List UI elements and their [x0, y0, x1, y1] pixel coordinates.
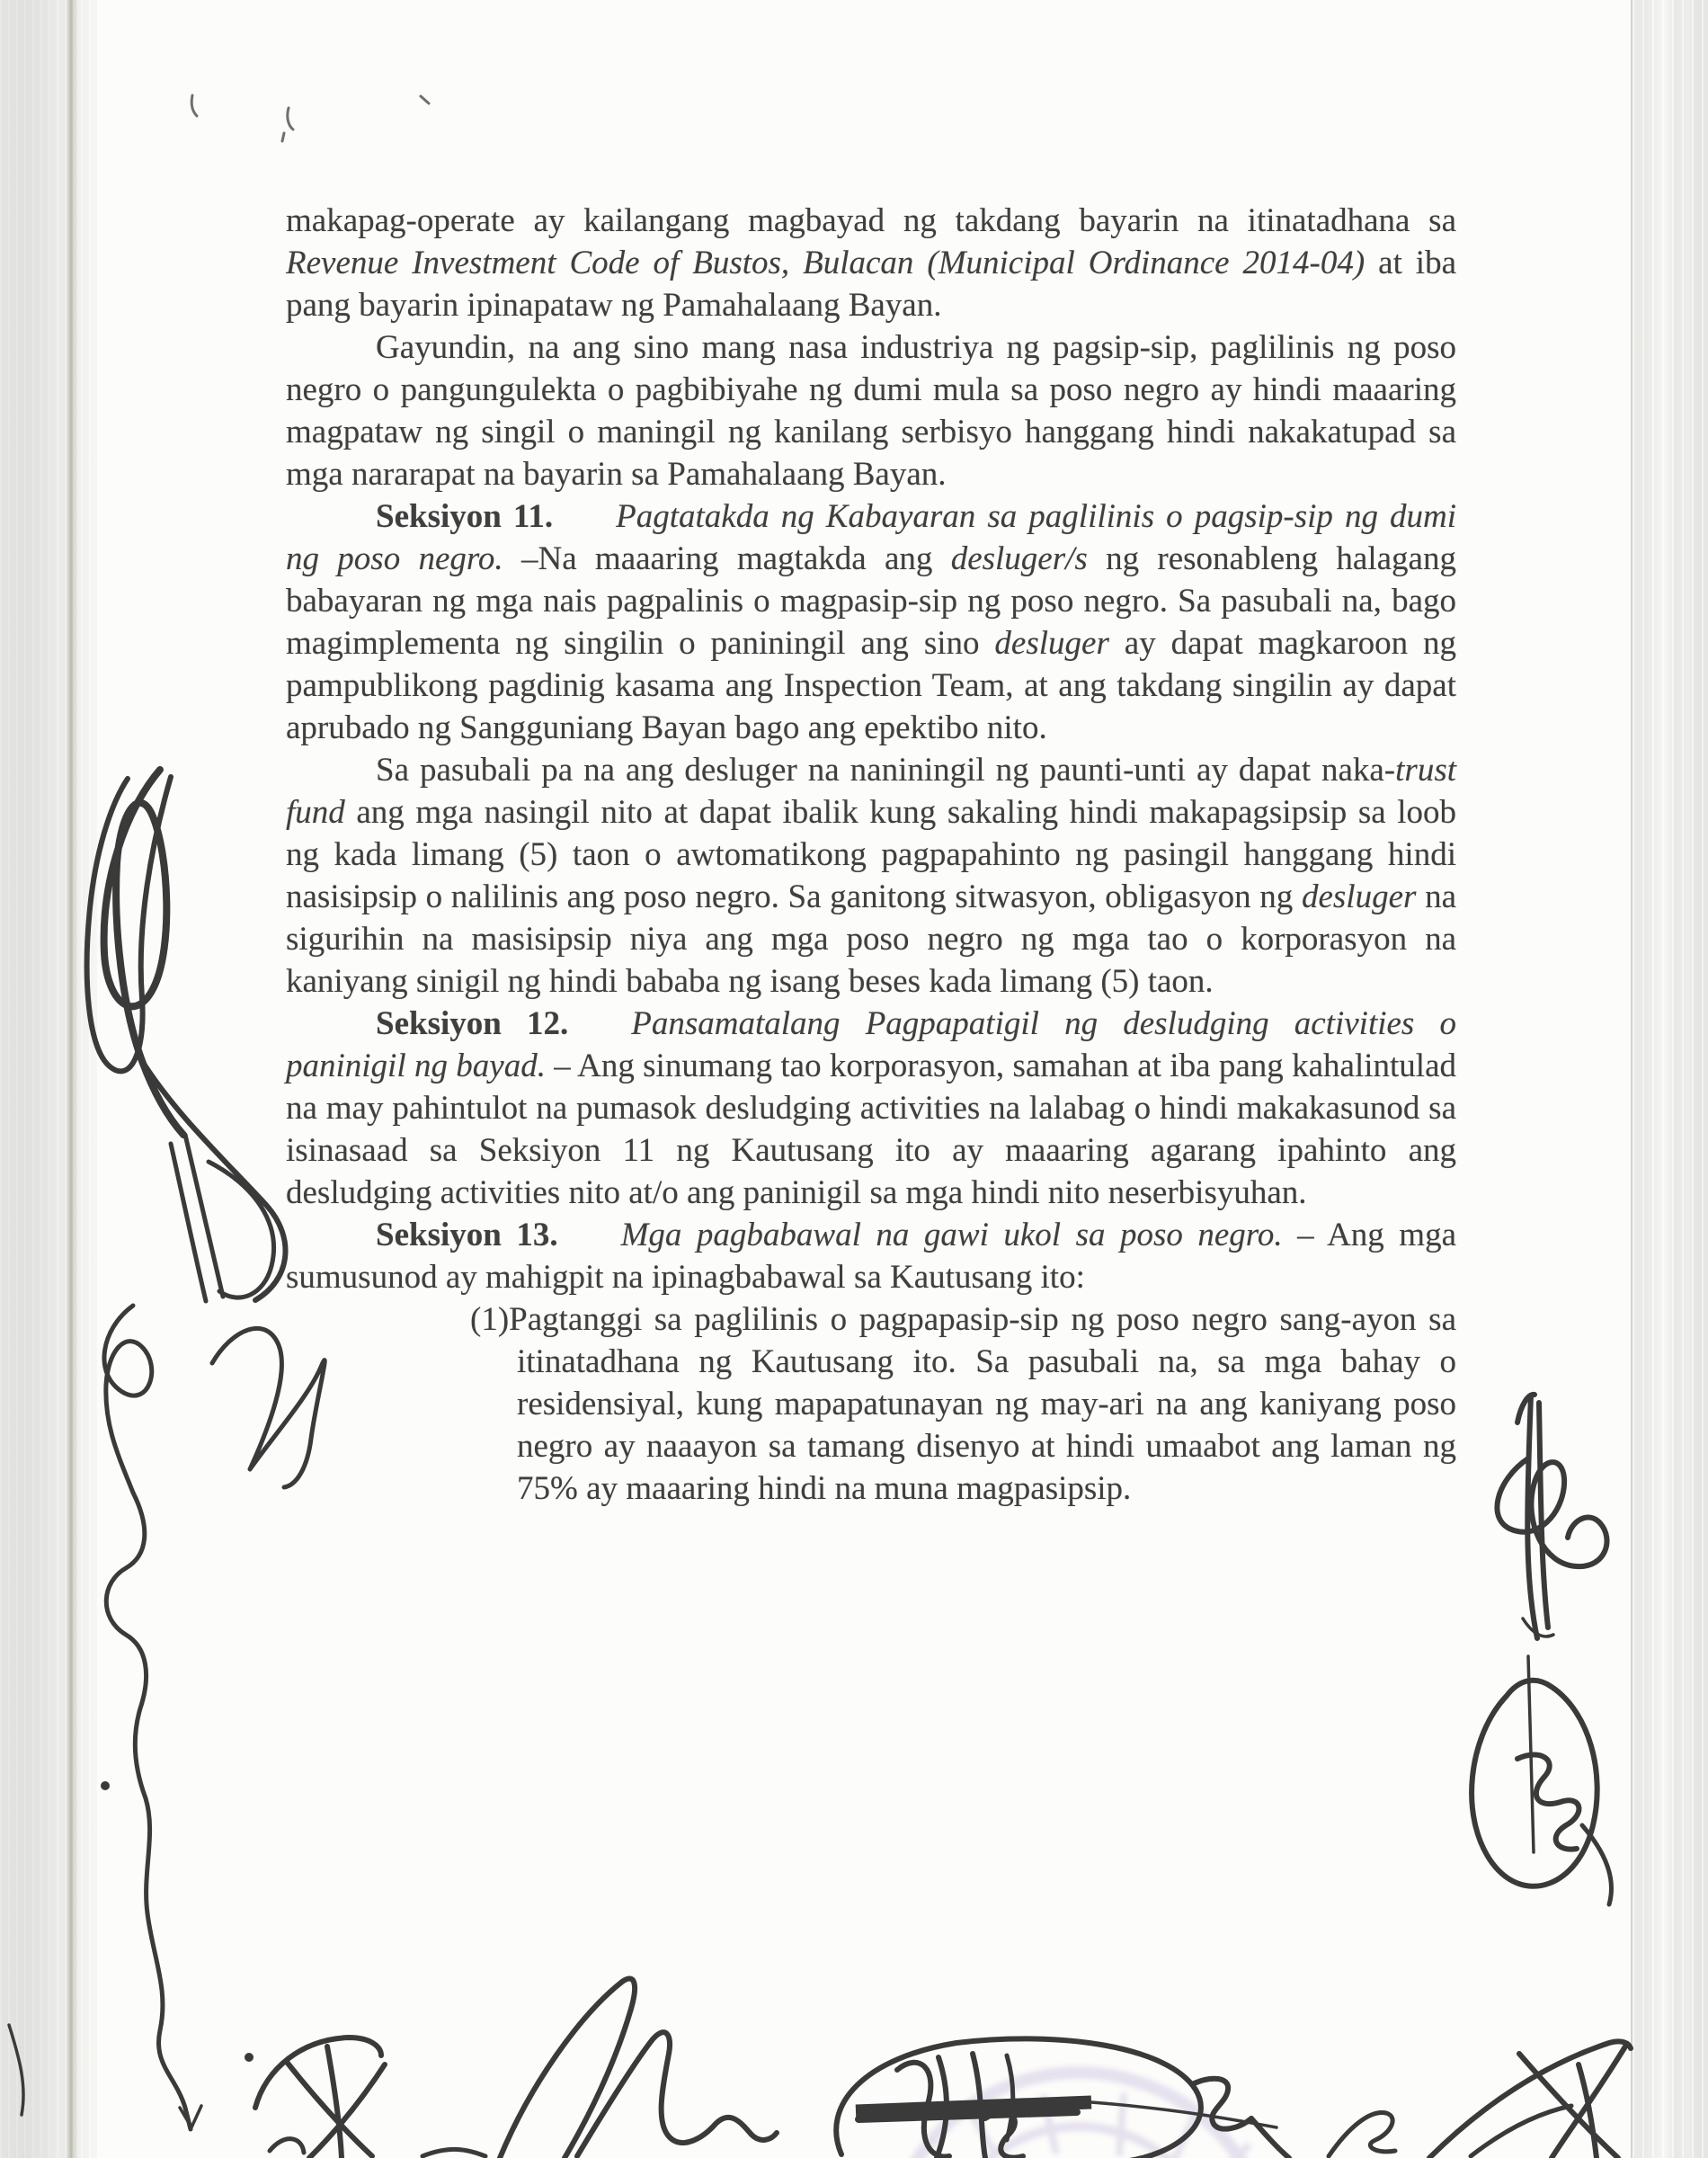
section-12-title: Pansamatalang Pagpapatigil ng desludging activities o paninigil ng bayad. — [286, 1005, 1456, 1084]
list-marker: (1) — [470, 1301, 510, 1338]
bottom-signature-4 — [1429, 2041, 1631, 2158]
text-run-italic: trust fund — [286, 752, 1456, 831]
section-11 — [286, 495, 1456, 749]
paragraph-gayundin — [286, 326, 1456, 495]
text-run: Gayundin, na ang sino mang nasa industriya ng pagsip-sip, paglilinis ng poso negro o pangungulekta o pagbibiyahe ng dumi mula sa poso negro ay hindi maaaring magpataw ng singil o maningil ng kanilang serbisyo hanggang hindi nakakatupad sa mga nararapat na bayarin sa Pamahalaang Bayan. — [286, 329, 1456, 493]
text-run-italic: desluger — [994, 625, 1109, 662]
text-run-italic: desluger — [1301, 878, 1417, 915]
text-run-italic: Revenue Investment Code of Bustos, Bulacan (Municipal Ordinance 2014-04) — [286, 245, 1366, 281]
purple-stamp — [885, 2073, 1272, 2158]
scan-page-stack-edge-right — [1631, 0, 1708, 2158]
right-margin-loop-signature — [1472, 1656, 1611, 1904]
paragraph-continuation — [286, 200, 1456, 326]
section-11-heading: Seksiyon 11. — [376, 498, 554, 535]
text-run: ay dapat magkaroon ng pampublikong pagdinig kasama ang Inspection Team, at ang takdang singilin ay dapat aprubado ng Sangguniang Bayan bago ang epektibo nito. — [286, 625, 1456, 746]
text-run: at iba pang bayarin ipinapataw ng Pamahalaang Bayan. — [286, 245, 1457, 324]
section-13-heading: Seksiyon 13. — [376, 1217, 558, 1253]
list-text: Pagtanggi sa paglilinis o pagpapasip-sip ng poso negro sang-ayon sa itinatadhana ng Kautusang ito. Sa pasubali na, sa mga bahay o residensiyal, kung mapapatunayan ng may-ari na ang kaniyang poso negro ay naaayon sa tamang disenyo at hindi umaabot ang laman ng 75% ay maaaring hindi na muna magpasipsip. — [509, 1301, 1456, 1507]
section-13 — [286, 1214, 1456, 1298]
text-run: – Ang sinumang tao korporasyon, samahan at iba pang kahalintulad na may pahintulot na pumasok desludging activities na lalabag o hindi makakasunod sa isinasaad sa Seksiyon 11 ng Kautusang ito ay maaaring agarang ipahinto ang desludging activities nito at/o ang paninigil sa mga hindi nito neserbisyuhan. — [286, 1048, 1456, 1211]
text-run: makapag-operate ay kailangang magbayad ng takdang bayarin na itinatadhana sa — [286, 202, 1456, 239]
text-run: – Ang mga sumusunod ay mahigpit na ipinagbabawal sa Kautusang ito: — [286, 1217, 1456, 1296]
text-run: ng resonableng halagang babayaran ng mga nais pagpalinis o magpasip-sip ng poso negro. Sa pasubali na, bago magimplementa ng singilin o paniningil ang sino — [286, 540, 1456, 662]
text-run: na sigurihin na masisipsip niya ang mga poso negro ng mga tao o korporasyon na kaniyang sinigil ng hindi bababa ng isang beses kada limang (5) taon. — [286, 878, 1456, 1000]
bottom-signature-2 — [423, 1979, 777, 2158]
scan-page-stack-edge-left — [0, 0, 97, 2158]
paragraph-sa-pasubali — [286, 749, 1456, 1003]
bottom-signature-3 — [836, 2038, 1395, 2158]
text-run: ang mga nasingil nito at dapat ibalik kung sakaling hindi makapagsipsip sa loob ng kada limang (5) taon o awtomatikong pagpapahinto ng pasingil hanggang hindi nasisipsip o nalilinis ang poso negro. Sa ganitong sitwasyon, obligasyon ng — [286, 794, 1456, 915]
document-body — [286, 200, 1456, 1510]
section-12 — [286, 1003, 1456, 1214]
text-run: Sa pasubali pa na ang desluger na naniningil ng paunti-unti ay dapat naka- — [376, 752, 1396, 789]
bottom-signature-1 — [255, 2038, 385, 2158]
list-item-1 — [286, 1298, 1456, 1510]
section-13-title: Mga pagbabawal na gawi ukol sa poso negro. — [620, 1217, 1283, 1253]
text-run: –Na maaaring magtakda ang — [503, 540, 951, 577]
section-12-heading: Seksiyon 12. — [376, 1005, 569, 1042]
section-11-title: Pagtatakda ng Kabayaran sa paglilinis o pagsip-sip ng dumi ng poso negro. — [286, 498, 1456, 577]
left-margin-flourish — [87, 770, 286, 1301]
text-run-italic: desluger/s — [950, 540, 1088, 577]
right-margin-monogram — [1497, 1395, 1606, 1638]
